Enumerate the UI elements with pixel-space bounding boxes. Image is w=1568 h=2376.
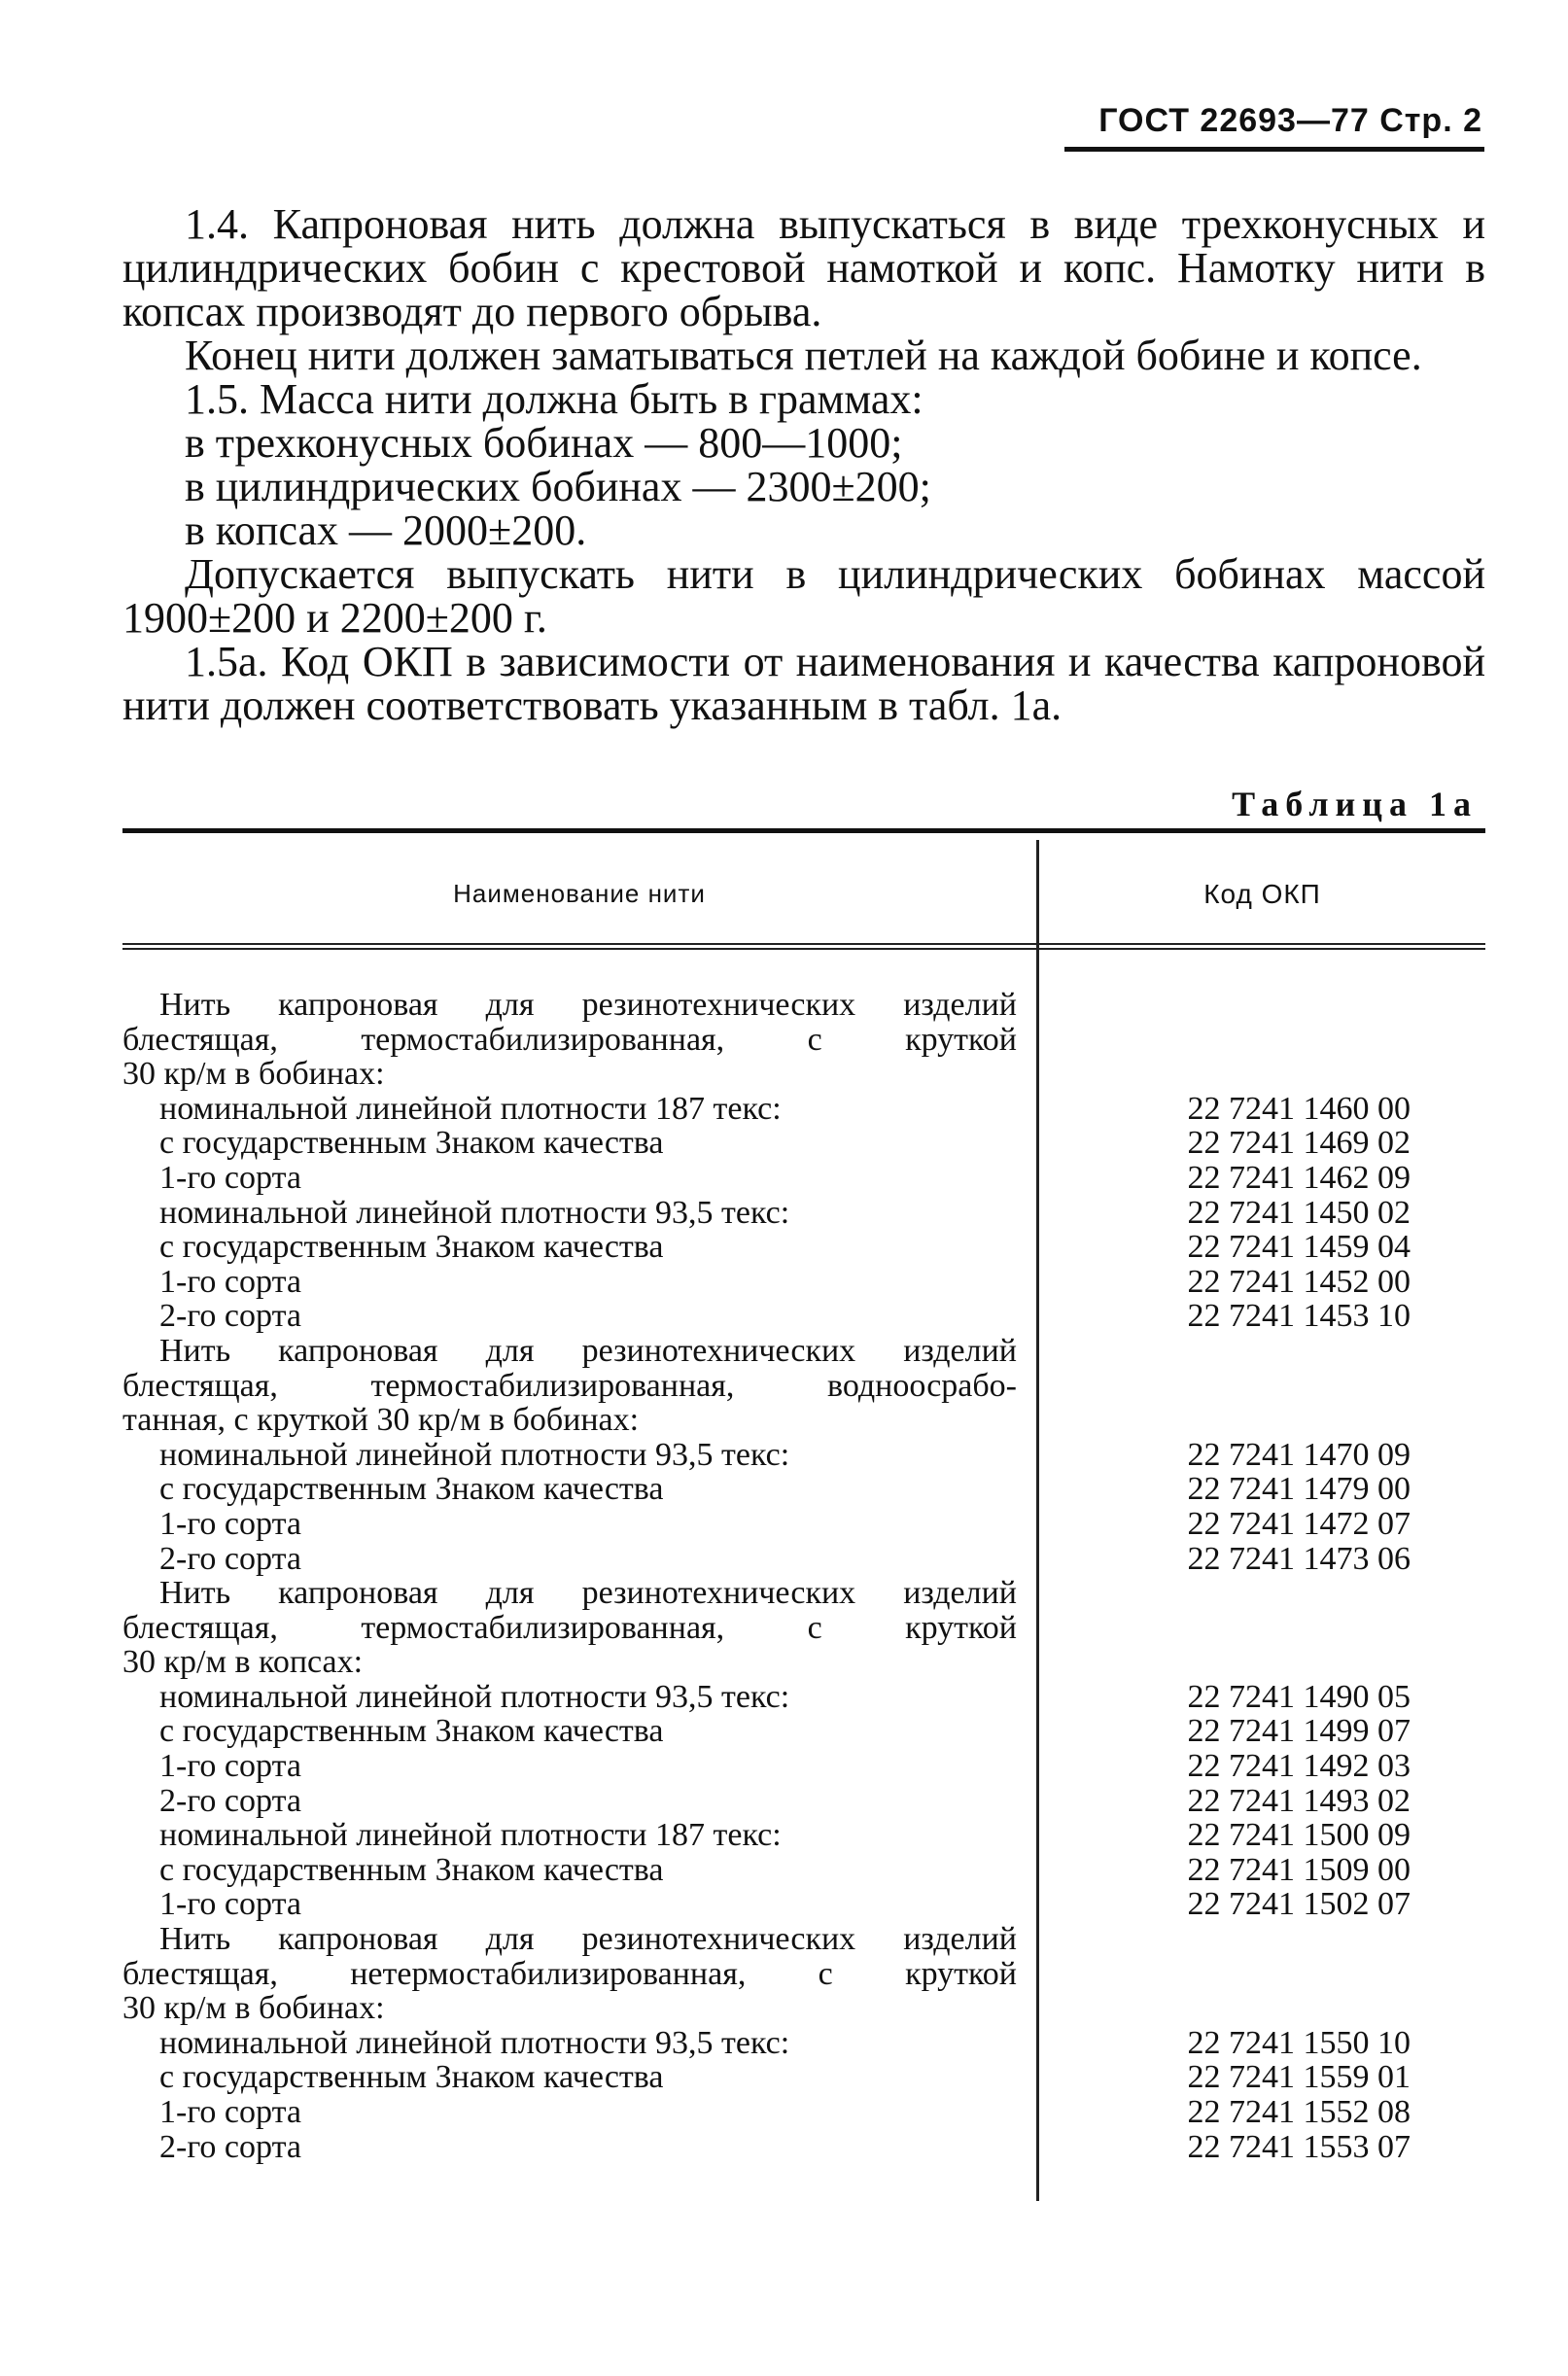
table-row bbox=[122, 1507, 1485, 1542]
thread-name-cell: номинальной линейной плотности 93,5 текс: bbox=[159, 2025, 790, 2061]
thread-name-cell: 2-го сорта bbox=[159, 1783, 301, 1819]
thread-name-cell: с государственным Знаком качества bbox=[159, 1472, 664, 1507]
okp-code-cell: 22 7241 1470 09 bbox=[1187, 1436, 1411, 1473]
table-row bbox=[122, 2130, 1485, 2165]
thread-name-cell: 1-го сорта bbox=[159, 1749, 301, 1784]
table-row bbox=[122, 1818, 1485, 1853]
okp-code-cell: 22 7241 1472 07 bbox=[1187, 1505, 1411, 1542]
okp-code-cell: 22 7241 1490 05 bbox=[1187, 1678, 1411, 1715]
thread-name-cell: 1-го сорта bbox=[159, 1506, 301, 1542]
thread-name-cell: 30 кр/м в копсах: bbox=[122, 1645, 364, 1680]
okp-code-cell: 22 7241 1450 02 bbox=[1187, 1194, 1411, 1231]
table-row bbox=[122, 1472, 1485, 1507]
paragraph: в цилиндрических бобинах — 2300±200; bbox=[185, 463, 931, 510]
table-row bbox=[122, 1922, 1485, 1957]
table-header-rule bbox=[122, 943, 1485, 945]
table-row bbox=[122, 1714, 1485, 1749]
thread-name-cell: номинальной линейной плотности 187 текс: bbox=[159, 1091, 782, 1127]
thread-name-cell: с государственным Знаком качества bbox=[159, 1126, 664, 1161]
thread-name-cell: с государственным Знаком качества bbox=[159, 1714, 664, 1750]
table-row bbox=[122, 1784, 1485, 1819]
thread-name-cell: блестящая, термостабилизированная, водноосрабо- bbox=[122, 1368, 1017, 1404]
thread-name-cell: 1-го сорта bbox=[159, 1264, 301, 1300]
thread-name-cell: танная, с круткой 30 кр/м в бобинах: bbox=[122, 1403, 640, 1438]
table-row bbox=[122, 988, 1485, 1023]
table-row bbox=[122, 2026, 1485, 2061]
table-row bbox=[122, 1991, 1485, 2026]
thread-name-cell: 1-го сорта bbox=[159, 1160, 301, 1196]
table-row bbox=[122, 1542, 1485, 1577]
paragraph: Конец нити должен заматываться петлей на каждой бобине и копсе. bbox=[185, 332, 1422, 379]
thread-name-cell: 30 кр/м в бобинах: bbox=[122, 1057, 385, 1092]
header-rule bbox=[1064, 147, 1484, 152]
thread-name-cell: с государственным Знаком качества bbox=[159, 2060, 664, 2095]
thread-name-cell: номинальной линейной плотности 93,5 текс: bbox=[159, 1195, 790, 1231]
thread-name-cell: блестящая, нетермостабилизированная, с круткой bbox=[122, 1956, 1017, 1992]
table-row bbox=[122, 1023, 1485, 1058]
okp-code-cell: 22 7241 1452 00 bbox=[1187, 1263, 1411, 1300]
okp-code-cell: 22 7241 1460 00 bbox=[1187, 1090, 1411, 1127]
thread-name-cell: с государственным Знаком качества bbox=[159, 1230, 664, 1265]
okp-code-cell: 22 7241 1473 06 bbox=[1187, 1540, 1411, 1577]
table-row bbox=[122, 1161, 1485, 1196]
okp-code-cell: 22 7241 1479 00 bbox=[1187, 1471, 1411, 1508]
table-row bbox=[122, 1438, 1485, 1473]
paragraph: 1.5а. Код ОКП в зависимости от наименования и качества капроновой нити должен соответствовать указанным в табл. 1а. bbox=[122, 638, 1485, 729]
okp-code-cell: 22 7241 1469 02 bbox=[1187, 1125, 1411, 1162]
table-row bbox=[122, 1092, 1485, 1127]
paragraph: 1.4. Капроновая нить должна выпускаться в виде трехконусных и цилиндрических бобин с крестовой намоткой и копс. Намотку нити в копсах производят до первого обрыва. bbox=[122, 200, 1485, 335]
okp-code-cell: 22 7241 1550 10 bbox=[1187, 2024, 1411, 2061]
paragraph: 1.5. Масса нити должна быть в граммах: bbox=[185, 375, 923, 423]
table-header-code: Код ОКП bbox=[1203, 879, 1321, 909]
thread-name-cell: 1-го сорта bbox=[159, 2095, 301, 2130]
thread-name-cell: 30 кр/м в бобинах: bbox=[122, 1991, 385, 2026]
table-row bbox=[122, 1611, 1485, 1646]
thread-name-cell: номинальной линейной плотности 93,5 текс: bbox=[159, 1437, 790, 1473]
table-row bbox=[122, 1680, 1485, 1715]
thread-name-cell: блестящая, термостабилизированная, с круткой bbox=[122, 1022, 1017, 1058]
table-row bbox=[122, 2095, 1485, 2130]
body-text bbox=[122, 202, 1485, 727]
table-caption: Таблица 1а bbox=[1232, 785, 1478, 823]
paragraph: Допускается выпускать нити в цилиндрических бобинах массой 1900±200 и 2200±200 г. bbox=[122, 550, 1485, 642]
table-top-rule bbox=[122, 828, 1485, 833]
table-row bbox=[122, 1576, 1485, 1611]
table-row bbox=[122, 1126, 1485, 1161]
paragraph: в копсах — 2000±200. bbox=[185, 507, 587, 554]
thread-name-cell: номинальной линейной плотности 187 текс: bbox=[159, 1818, 782, 1853]
thread-name-cell: 2-го сорта bbox=[159, 1541, 301, 1577]
table-row bbox=[122, 1749, 1485, 1784]
table-row bbox=[122, 1887, 1485, 1922]
table-row bbox=[122, 1196, 1485, 1231]
table-row bbox=[122, 1334, 1485, 1369]
okp-code-cell: 22 7241 1499 07 bbox=[1187, 1713, 1411, 1750]
table-row bbox=[122, 1299, 1485, 1334]
thread-name-cell: 2-го сорта bbox=[159, 2129, 301, 2165]
okp-code-cell: 22 7241 1500 09 bbox=[1187, 1817, 1411, 1854]
okp-code-cell: 22 7241 1552 08 bbox=[1187, 2094, 1411, 2130]
table-row bbox=[122, 2060, 1485, 2095]
table-row bbox=[122, 1957, 1485, 1992]
thread-name-cell: 1-го сорта bbox=[159, 1887, 301, 1923]
thread-name-cell: 2-го сорта bbox=[159, 1299, 301, 1334]
table-row bbox=[122, 1369, 1485, 1404]
okp-code-cell: 22 7241 1493 02 bbox=[1187, 1782, 1411, 1819]
okp-code-cell: 22 7241 1492 03 bbox=[1187, 1748, 1411, 1785]
table-row bbox=[122, 1853, 1485, 1888]
okp-code-cell: 22 7241 1462 09 bbox=[1187, 1159, 1411, 1196]
thread-name-cell: Нить капроновая для резинотехнических изделий bbox=[159, 1333, 1017, 1369]
page-header: ГОСТ 22693—77 Стр. 2 bbox=[1098, 102, 1482, 139]
table-row bbox=[122, 1265, 1485, 1300]
okp-code-cell: 22 7241 1502 07 bbox=[1187, 1886, 1411, 1923]
thread-name-cell: Нить капроновая для резинотехнических изделий bbox=[159, 1576, 1017, 1611]
okp-code-cell: 22 7241 1453 10 bbox=[1187, 1298, 1411, 1335]
okp-code-cell: 22 7241 1459 04 bbox=[1187, 1229, 1411, 1266]
table-row bbox=[122, 1230, 1485, 1265]
paragraph: в трехконусных бобинах — 800—1000; bbox=[185, 419, 903, 467]
thread-name-cell: номинальной линейной плотности 93,5 текс: bbox=[159, 1679, 790, 1715]
table-header-rule bbox=[122, 948, 1485, 950]
thread-name-cell: Нить капроновая для резинотехнических изделий bbox=[159, 1922, 1017, 1957]
table-row bbox=[122, 1403, 1485, 1438]
table-row bbox=[122, 1645, 1485, 1680]
thread-name-cell: Нить капроновая для резинотехнических изделий bbox=[159, 988, 1017, 1023]
table-row bbox=[122, 1057, 1485, 1092]
table-header-name: Наименование нити bbox=[453, 879, 706, 908]
table-body bbox=[122, 988, 1485, 2164]
okp-code-cell: 22 7241 1553 07 bbox=[1187, 2128, 1411, 2165]
thread-name-cell: с государственным Знаком качества bbox=[159, 1852, 664, 1888]
okp-code-cell: 22 7241 1509 00 bbox=[1187, 1851, 1411, 1888]
okp-code-cell: 22 7241 1559 01 bbox=[1187, 2059, 1411, 2096]
thread-name-cell: блестящая, термостабилизированная, с круткой bbox=[122, 1610, 1017, 1646]
